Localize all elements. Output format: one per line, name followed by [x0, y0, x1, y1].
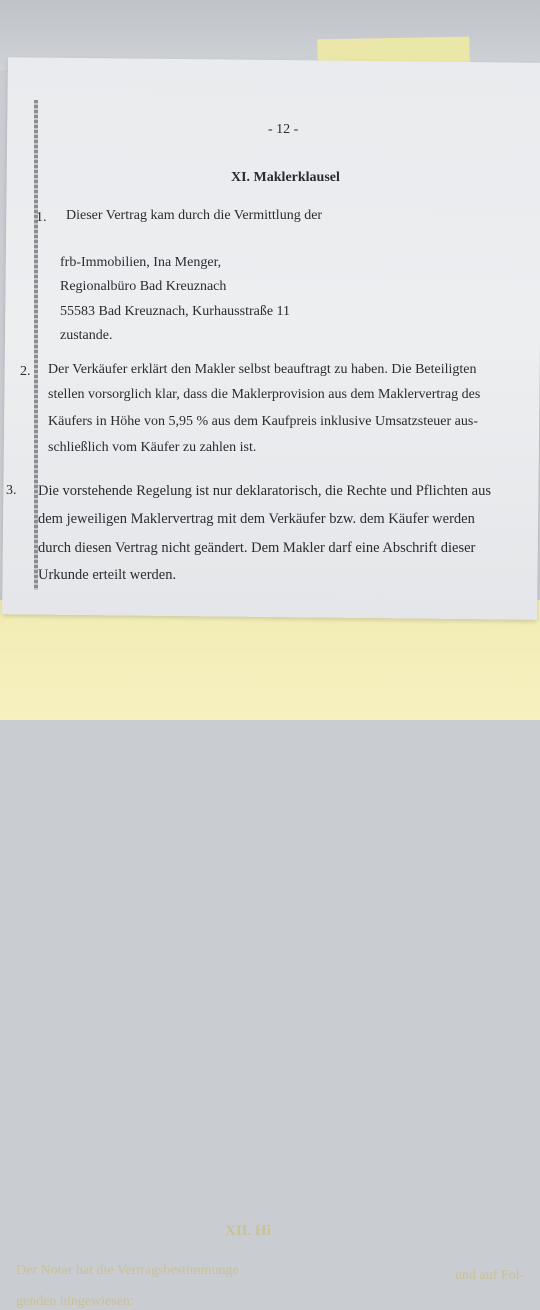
clause-number: 3. — [6, 483, 17, 498]
clause-line: schließlich vom Käufer zu zahlen ist. — [48, 440, 257, 455]
address-line: zustande. — [60, 328, 113, 343]
underlying-heading: XII. Hi — [225, 1223, 271, 1239]
clause-line: Die vorstehende Regelung ist nur deklaratorisch, die Rechte und Pflichten aus — [38, 483, 491, 499]
clause-line: durch diesen Vertrag nicht geändert. Dem Makler darf eine Abschrift dieser — [38, 540, 476, 556]
clause-line: stellen vorsorglich klar, dass die Maklerprovision aus dem Maklervertrag des — [48, 387, 481, 402]
section-title: XI. Maklerklausel — [231, 170, 340, 185]
underlying-line: genden hingewiesen: — [16, 1294, 134, 1309]
address-line: frb-Immobilien, Ina Menger, — [60, 255, 222, 270]
clause-line: Der Verkäufer erklärt den Makler selbst beauftragt zu haben. Die Beteiligten — [48, 362, 477, 377]
address-line: Regionalbüro Bad Kreuznach — [60, 279, 227, 294]
clause-line: Dieser Vertrag kam durch die Vermittlung der — [66, 208, 323, 223]
clause-number: 2. — [20, 364, 31, 379]
address-line: 55583 Bad Kreuznach, Kurhausstraße 11 — [60, 304, 291, 319]
clause-line: Urkunde erteilt werden. — [38, 567, 177, 583]
clause-number: 1. — [36, 210, 47, 225]
underlying-line: Der Notar hat die Vertragsbestimmunge — [16, 1263, 239, 1278]
clause-line: dem jeweiligen Maklervertrag mit dem Verkäufer bzw. dem Käufer werden — [38, 511, 475, 527]
clause-line: Käufers in Höhe von 5,95 % aus dem Kaufpreis inklusive Umsatzsteuer aus- — [48, 414, 479, 429]
page-number: - 12 - — [268, 122, 299, 137]
underlying-line-end: und auf Fol- — [455, 1268, 525, 1283]
